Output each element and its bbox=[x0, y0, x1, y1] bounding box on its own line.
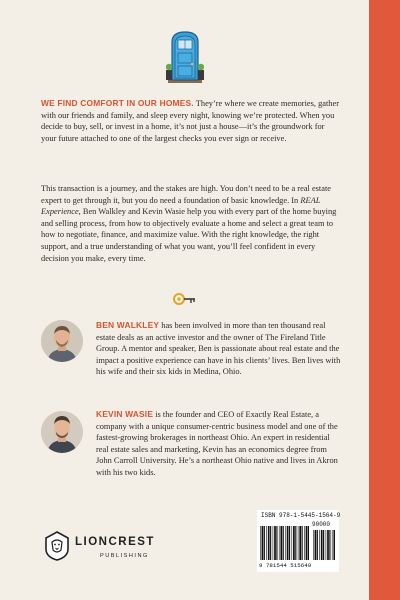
barcode-bar bbox=[306, 526, 308, 560]
barcode-bar bbox=[270, 526, 271, 560]
barcode-bar bbox=[273, 526, 274, 560]
price-code: 90000 bbox=[312, 521, 331, 528]
lion-logo bbox=[43, 530, 71, 567]
body-text-2: , Ben Walkley and Kevin Wasie help you with every part of the home buying and selling process, from how to objectively evaluate a home and select a great team to how to negotiate, finance, and maximize value. With the right knowledge, the right support, and a true understanding of what you want, you’ll feel confident in every decision you make, every time. bbox=[41, 207, 337, 263]
door-illustration bbox=[166, 28, 204, 86]
author-photo-kevin bbox=[41, 411, 83, 453]
barcode-bar bbox=[266, 526, 267, 560]
barcode-bar bbox=[285, 526, 286, 560]
publisher-subtitle: PUBLISHING bbox=[100, 553, 149, 559]
barcode-bar bbox=[268, 526, 270, 560]
barcode-bar bbox=[280, 526, 282, 560]
barcode-bar bbox=[287, 526, 289, 560]
isbn-number: ISBN 978-1-5445-1564-9 bbox=[261, 512, 341, 519]
book-title: REAL Experience bbox=[41, 195, 321, 217]
barcode-bar bbox=[302, 526, 303, 560]
publisher-logo bbox=[43, 530, 193, 570]
author-bio-text-kevin: is the founder and CEO of Exactly Real Estate, a company with a unique consumer-centric business model and one of the fastest-growing brokerages in northeast Ohio. An expert in residential real estate sales and marketing, Kevin has an economics degree from John Carroll University. He’s a northeast Ohio native and lives in Akron with his two kids. bbox=[96, 410, 338, 477]
intro-lead: WE FIND COMFORT IN OUR HOMES. bbox=[41, 98, 194, 108]
barcode-bars bbox=[260, 526, 310, 560]
barcode-bar bbox=[333, 530, 335, 560]
body-text-1: This transaction is a journey, and the stakes are high. You don’t need to be a real estate expert to get through it, but you do need a foundation of basic knowledge. In bbox=[41, 184, 332, 205]
barcode-bar bbox=[323, 530, 324, 560]
barcode-bar bbox=[319, 530, 320, 560]
barcode-bar bbox=[276, 526, 277, 560]
barcode-bar bbox=[295, 526, 296, 560]
barcode-bar bbox=[260, 526, 261, 560]
barcode-bar bbox=[308, 526, 309, 560]
barcode-bar bbox=[292, 526, 293, 560]
barcode-bar bbox=[329, 530, 330, 560]
author-name-ben: BEN WALKLEY bbox=[96, 320, 160, 330]
barcode-bar bbox=[274, 526, 276, 560]
barcode-bar bbox=[262, 526, 264, 560]
author-name-kevin: KEVIN WASIE bbox=[96, 409, 154, 419]
barcode-digits: 9 781544 515649 bbox=[259, 562, 312, 569]
barcode-bar bbox=[264, 526, 265, 560]
barcode-bar bbox=[313, 530, 314, 560]
barcode-bar bbox=[279, 526, 280, 560]
barcode-bar bbox=[317, 530, 318, 560]
barcode-bar bbox=[298, 526, 299, 560]
barcode-bar bbox=[304, 526, 305, 560]
author-bio-kevin bbox=[41, 409, 341, 509]
barcode-addon-bars bbox=[313, 530, 335, 560]
barcode-bar bbox=[321, 530, 323, 560]
barcode bbox=[257, 510, 339, 572]
barcode-bar bbox=[289, 526, 290, 560]
spine-strip bbox=[369, 0, 400, 600]
intro-text: They’re where we create memories, gather with our friends and family, and sleep every night, knowing we’re protected. When you decide to buy, sell, or invest in a home, it’s not just a house—it’s the groundwork for your future attached to one of the largest checks you ever sign or receive. bbox=[41, 99, 339, 143]
author-photo-ben bbox=[41, 320, 83, 362]
author-bio-text-ben: has been involved in more than ten thousand real estate deals as an active investor and the owner of The Fireland Title Group. A mentor and speaker, Ben is passionate about real estate and the impact a positive experience can have in his clients’ lives. Ben lives with his wife and their six kids in Medina, Ohio. bbox=[96, 321, 341, 377]
barcode-bar bbox=[327, 530, 329, 560]
barcode-bar bbox=[315, 530, 317, 560]
barcode-bar bbox=[332, 530, 333, 560]
barcode-bar bbox=[293, 526, 295, 560]
publisher-name: LIONCREST bbox=[75, 536, 155, 548]
barcode-bar bbox=[299, 526, 301, 560]
barcode-bar bbox=[283, 526, 284, 560]
key-icon bbox=[173, 292, 197, 306]
barcode-bar bbox=[326, 530, 327, 560]
body-paragraph bbox=[41, 183, 341, 264]
intro-paragraph bbox=[41, 98, 341, 144]
